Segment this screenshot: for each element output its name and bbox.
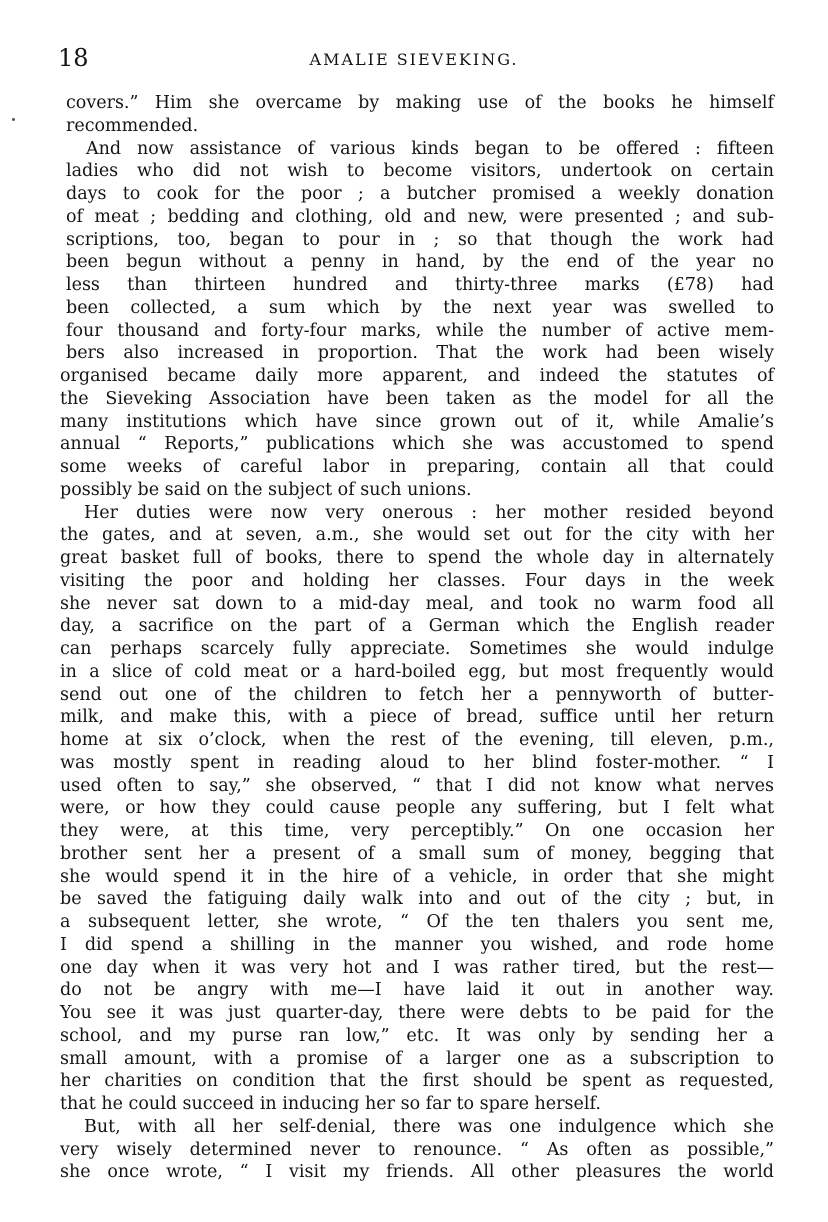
text-line: of meat ; bedding and clothing, old and new, were presented ; and sub- <box>66 206 774 227</box>
text-line: her charities on condition that the first should be spent as requested, <box>60 1071 774 1092</box>
text-line: school, and my purse ran low,” etc. It was only by sending her a <box>60 1025 774 1046</box>
text-line: organised became daily more apparent, and indeed the statutes of <box>60 366 774 386</box>
text-line: But, with all her self-denial, there was one indulgence which she <box>84 1116 774 1137</box>
text-line: were, or how they could cause people any suffering, but I felt what <box>60 798 774 819</box>
text-line: do not be angry with me—I have laid it out in another way. <box>60 980 774 1001</box>
text-line: been begun without a penny in hand, by the end of the year no <box>66 252 774 273</box>
text-line: day, a sacrifice on the part of a German which the English reader <box>60 616 774 637</box>
text-line: some weeks of careful labor in preparing, contain all that could <box>60 457 774 477</box>
text-line: home at six o’clock, when the rest of the evening, till eleven, p.m., <box>60 730 774 750</box>
text-line: they were, at this time, very perceptibly.” On one occasion her <box>60 821 774 841</box>
text-line: four thousand and forty-four marks, while the number of active mem- <box>66 320 774 341</box>
text-line: in a slice of cold meat or a hard-boiled egg, but most frequently would <box>60 661 774 682</box>
text-line: scriptions, too, began to pour in ; so that though the work had <box>66 229 774 250</box>
text-line: a subsequent letter, she wrote, “ Of the ten thalers you sent me, <box>60 912 774 932</box>
body-text <box>54 92 774 1184</box>
text-line: annual “ Reports,” publications which she was accustomed to spend <box>60 434 774 455</box>
text-line: bers also increased in proportion. That the work had been wisely <box>66 343 774 364</box>
text-line: I did spend a shilling in the manner you wished, and rode home <box>60 934 774 955</box>
text-line: possibly be said on the subject of such unions. <box>60 479 472 500</box>
running-title: AMALIE SIEVEKING. <box>309 50 519 69</box>
text-line: And now assistance of various kinds began to be offered : fifteen <box>86 138 774 159</box>
text-line: used often to say,” she observed, “ that I did not know what nerves <box>60 775 774 796</box>
text-line: send out one of the children to fetch her a pennyworth of butter- <box>60 684 774 705</box>
text-line: Her duties were now very onerous : her mother resided beyond <box>84 502 774 523</box>
text-line: brother sent her a present of a small sum of money, begging that <box>60 843 774 864</box>
text-line: small amount, with a promise of a larger one as a subscription to <box>60 1048 774 1069</box>
text-line: that he could succeed in inducing her so far to spare herself. <box>60 1094 601 1114</box>
text-line: very wisely determined never to renounce. “ As often as possible,” <box>60 1139 774 1160</box>
text-line: You see it was just quarter-day, there were debts to be paid for the <box>60 1003 774 1023</box>
text-line: be saved the fatiguing daily walk into and out of the city ; but, in <box>60 889 774 910</box>
text-line: ladies who did not wish to become visitors, undertook on certain <box>66 161 774 182</box>
text-line: recommended. <box>66 115 199 136</box>
text-line: she would spend it in the hire of a vehicle, in order that she might <box>60 866 774 887</box>
text-line: she never sat down to a mid-day meal, and took no warm food all <box>60 593 774 614</box>
page-number: 18 <box>58 44 89 72</box>
text-line: great basket full of books, there to spend the whole day in alternately <box>60 548 774 568</box>
margin-mark <box>12 118 15 121</box>
text-line: covers.” Him she overcame by making use of the books he himself <box>66 93 774 113</box>
text-line: one day when it was very hot and I was rather tired, but the rest— <box>60 957 774 978</box>
text-line: many institutions which have since grown out of it, while Amalie’s <box>60 411 774 432</box>
text-line: was mostly spent in reading aloud to her blind foster-mother. “ I <box>60 752 774 773</box>
text-line: less than thirteen hundred and thirty-three marks (£78) had <box>66 275 774 295</box>
text-line: days to cook for the poor ; a butcher promised a weekly donation <box>66 184 774 204</box>
text-line: can perhaps scarcely fully appreciate. Sometimes she would indulge <box>60 639 774 659</box>
text-line: visiting the poor and holding her classes. Four days in the week <box>60 570 774 591</box>
text-line: been collected, a sum which by the next year was swelled to <box>66 297 774 318</box>
text-line: the gates, and at seven, a.m., she would set out for the city with her <box>60 525 774 546</box>
text-line: the Sieveking Association have been taken as the model for all the <box>60 388 774 409</box>
text-line: milk, and make this, with a piece of bread, suffice until her return <box>60 707 774 728</box>
text-line: she once wrote, “ I visit my friends. All other pleasures the world <box>60 1162 774 1183</box>
